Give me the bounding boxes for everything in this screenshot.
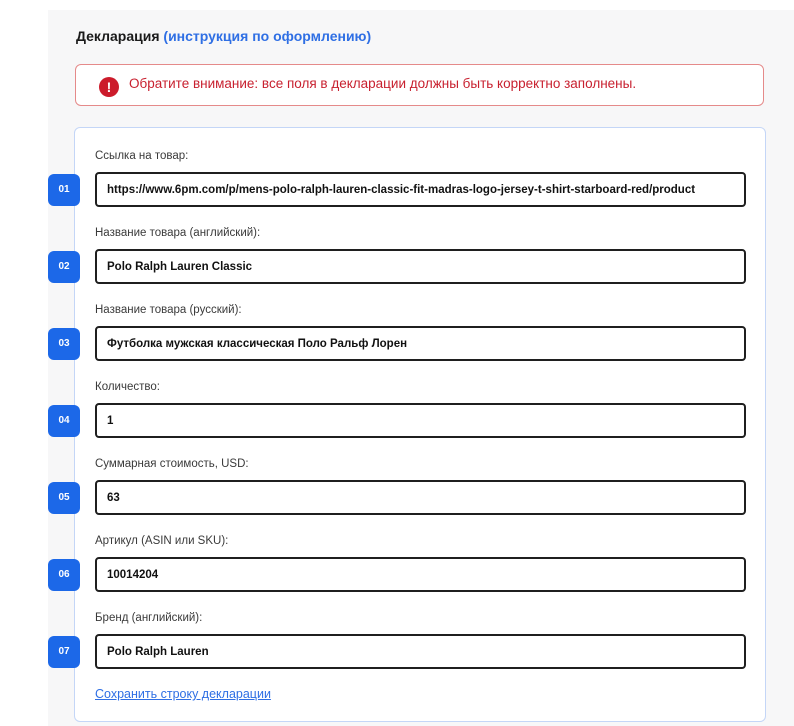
product-link-input[interactable]	[95, 172, 746, 207]
validation-alert	[75, 64, 764, 106]
product-link-label: Ссылка на товар:	[95, 150, 189, 162]
quantity-label: Количество:	[95, 381, 160, 393]
quantity-input[interactable]	[95, 403, 746, 438]
step-badge-07: 07	[48, 636, 80, 668]
alert-message: Обратите внимание: все поля в декларации должны быть корректно заполнены.	[129, 76, 637, 91]
step-badge-03: 03	[48, 328, 80, 360]
step-badge-01: 01	[48, 174, 80, 206]
exclamation-circle-icon: !	[99, 77, 119, 97]
product-name-en-input[interactable]	[95, 249, 746, 284]
save-declaration-row-link[interactable]: Сохранить строку декларации	[95, 687, 271, 701]
step-badge-02: 02	[48, 251, 80, 283]
total-cost-input[interactable]	[95, 480, 746, 515]
sku-input[interactable]	[95, 557, 746, 592]
product-name-ru-input[interactable]	[95, 326, 746, 361]
brand-input[interactable]	[95, 634, 746, 669]
step-badge-04: 04	[48, 405, 80, 437]
instructions-link[interactable]: (инструкция по оформлению)	[163, 28, 372, 44]
declaration-title: Декларация	[76, 28, 160, 44]
declaration-heading	[76, 28, 371, 44]
brand-label: Бренд (английский):	[95, 612, 203, 624]
total-cost-label: Суммарная стоимость, USD:	[95, 458, 249, 470]
step-badge-06: 06	[48, 559, 80, 591]
step-badge-05: 05	[48, 482, 80, 514]
product-name-en-label: Название товара (английский):	[95, 227, 261, 239]
product-name-ru-label: Название товара (русский):	[95, 304, 242, 316]
sku-label: Артикул (ASIN или SKU):	[95, 535, 229, 547]
